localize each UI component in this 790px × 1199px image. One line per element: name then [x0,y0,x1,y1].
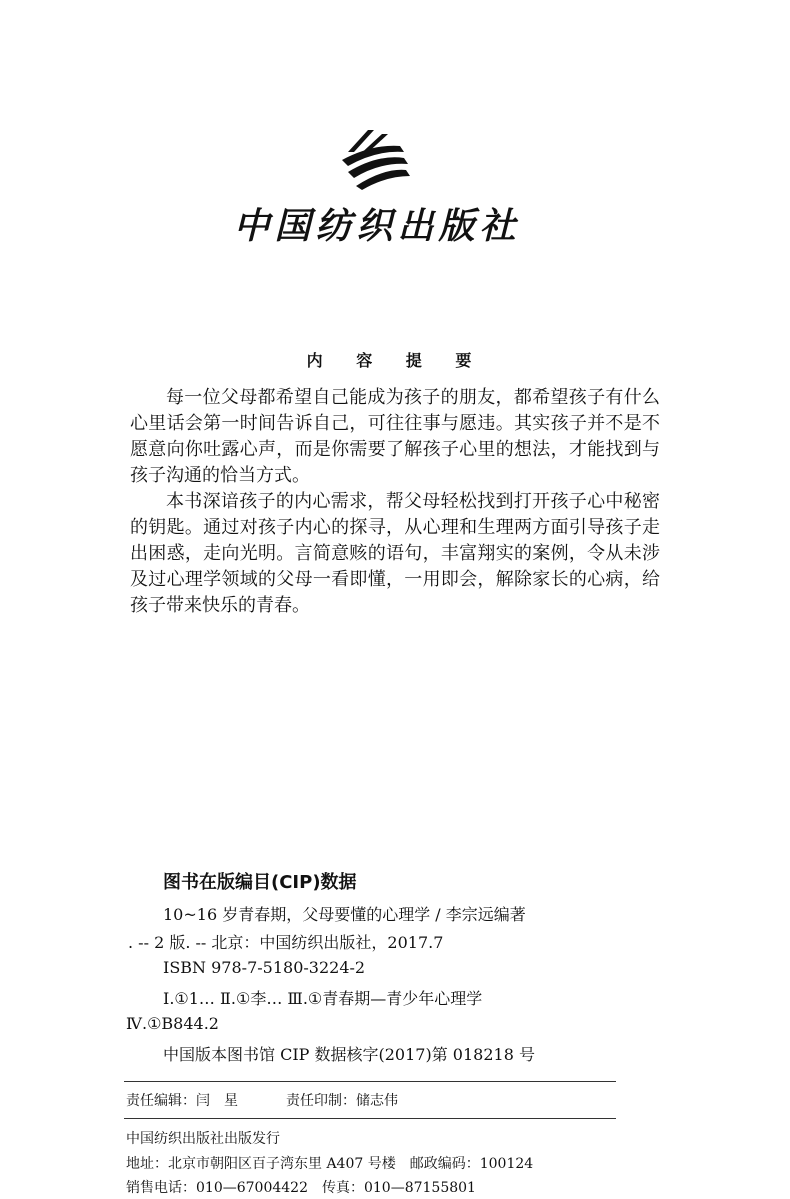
issuer-line: 中国纺织出版社出版发行 [126,1131,280,1147]
cip-subject-line: Ⅰ.①1… Ⅱ.①李… Ⅲ.①青春期—青少年心理学 [163,989,483,1008]
cip-title-line: 10~16 岁青春期，父母要懂的心理学 / 李宗远编著 [163,905,526,924]
print-manager: 责任印制：储志伟 [286,1093,398,1109]
address-line: 地址：北京市朝阳区百子湾东里 A407 号楼 邮政编码：100124 [126,1156,534,1172]
publisher-logo-icon [338,130,410,190]
divider [124,1081,616,1082]
divider [124,1118,616,1119]
summary-paragraph: 每一位父母都希望自己能成为孩子的朋友，都希望孩子有什么心里话会第一时间告诉自己，可往往事与愿违。其实孩子并不是不愿意向你吐露心声，而是你需要了解孩子心里的想法，才能找到与孩子沟通的恰当方式。 [130,387,660,486]
cip-record-line: 中国版本图书馆 CIP 数据核字(2017)第 018218 号 [163,1045,535,1064]
cip-edition-line: . -- 2 版. -- 北京：中国纺织出版社，2017.7 [128,933,444,952]
cip-heading: 图书在版编目(CIP)数据 [163,872,357,893]
cip-isbn-line: ISBN 978-7-5180-3224-2 [163,958,366,977]
phone-line: 销售电话：010—67004422 传真：010—87155801 [126,1180,476,1196]
responsible-editor: 责任编辑：闫 星 [126,1093,238,1109]
summary-paragraph: 本书深谙孩子的内心需求，帮父母轻松找到打开孩子心中秘密的钥匙。通过对孩子内心的探寻，从心理和生理两方面引导孩子走出困惑，走向光明。言简意赅的语句，丰富翔实的案例，令从未涉及过心理学领域的父母一看即懂，一用即会，解除家长的心病，给孩子带来快乐的青春。 [130,491,660,616]
summary-body [130,385,660,619]
publisher-name: 中国纺织出版社 [233,205,521,247]
cip-class-line: Ⅳ.①B844.2 [126,1014,219,1033]
summary-heading: 内 容 提 要 [306,351,486,370]
